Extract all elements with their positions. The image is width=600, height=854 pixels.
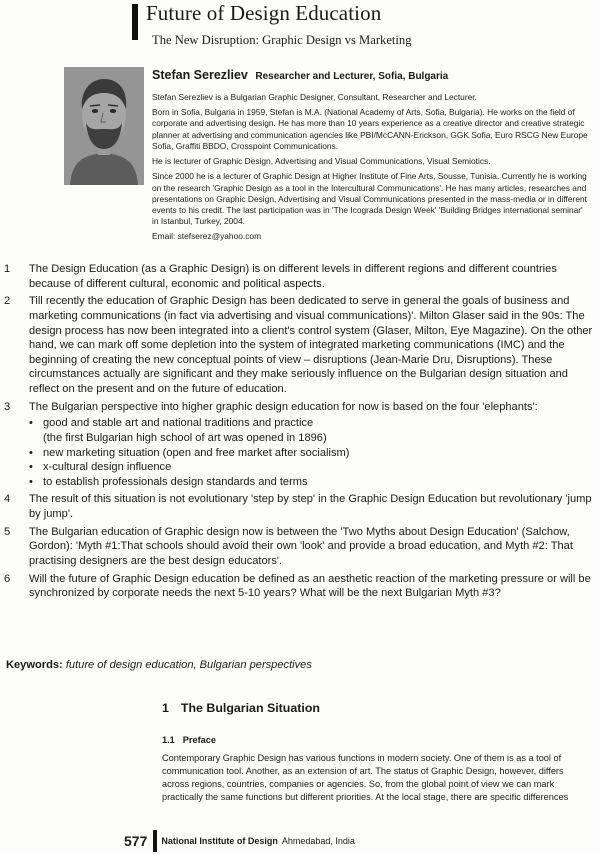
paragraph-number: 5 [4, 525, 11, 538]
paragraph-text: Till recently the education of Graphic Design has been dedicated to serve in general the goals of business and marketing communications (in fact via advertising and visual communications)'. Milton Glaser said in the 90s: The design process has now been integrated into a client's control system (Glaser, Milton, Eye Magazine). On the other hand, we can mark off some depletion into the system of integrated marketing communications (IMC) and the beginning of creating the new conceptual points of view – disruptions (Jean-Marie Dru, Disruptions). These circumstances actually are significant and they make seriously influence on the Bulgarian design situation and reflect on the present and on the future of education. [29, 295, 593, 395]
bio-paragraph: He is lecturer of Graphic Design, Advertising and Visual Communications, Visual Semiotics. [152, 156, 491, 167]
paragraph-text: The Bulgarian perspective into higher graphic design education for now is based on the four 'elephants': [29, 400, 538, 413]
list-item-text: (the first Bulgarian high school of art was opened in 1896) [43, 431, 327, 444]
list-item [29, 446, 594, 461]
bio-paragraph: Since 2000 he is a lecturer of Graphic Design at Higher Institute of Fine Arts, Sousse, Tunisia. Currently he is working on the research 'Graphic Design as a tool in the Intercultural Communications'. He has many articles, researches and presentations on Graphic Design, Advertising and Visual Communications presented in the mass-media or in different events to his credit. The last participation was in 'The Icograda Design Week' 'Building Bridges international seminar' in Istanbul, Turkey, 2004. [152, 171, 587, 226]
list-item-text: good and stable art and national traditions and practice [43, 417, 314, 430]
keywords-label: Keywords: [6, 659, 63, 671]
author-bio [152, 92, 590, 247]
abstract-paragraph [4, 525, 594, 569]
list-item-text: to establish professionals design standards and terms [43, 475, 308, 488]
abstract-paragraph [4, 572, 594, 601]
list-item [29, 416, 594, 431]
list-item-text: x-cultural design influence [43, 461, 172, 474]
abstract-paragraph [4, 400, 594, 490]
bullet-icon: • [29, 417, 33, 430]
subsection-heading [162, 735, 216, 745]
body-text: Contemporary Graphic Design has various functions in modern society. One of them is as a tool of communication tool. Another, as an extension of art. The status of Graphic Design, however, differs across regions, countries, companies or agencies. So, from the global point of view we can mark practically the same functions but different priorities. At the local stage, there are specific differences [162, 753, 569, 802]
page-footer [124, 830, 355, 852]
bullet-icon: • [29, 461, 33, 474]
paragraph-text: Will the future of Graphic Design education be defined as an aesthetic reaction of the marketing pressure or will be synchronized by corporate needs the next 5-10 years? What will be the next Bulgarian Myth #3? [29, 572, 591, 600]
section-title: The Bulgarian Situation [180, 701, 320, 715]
title-bar [132, 4, 138, 40]
paragraph-text: The Bulgarian education of Graphic design now is between the 'Two Myths about Design Education' (Salchow, Gordon): 'Myth #1:That schools should avoid their own 'look' and provide a broad education, and Myth #2: That practising designers are the best design educators'. [29, 525, 573, 568]
page-title: Future of Design Education [146, 1, 382, 25]
bio-paragraph: Born in Sofia, Bulgaria in 1959, Stefan is M.A. (National Academy of Arts, Sofia, Bulgaria). He works on the field of corporate and advertising design. He has more than 10 years experience as a creative director and creative strategic planner at advertising and communication agencies like PBI/McCANN-Erickson, GGK Sofia, Euro RSCG New Europe Sofia, Graffiti BBDO, Crosspoint Communications. [152, 107, 588, 151]
author-photo [64, 67, 144, 185]
list-item-text: new marketing situation (open and free market after socialism) [43, 446, 350, 459]
footer-bar [153, 830, 157, 852]
paragraph-number: 4 [4, 493, 11, 506]
keywords [6, 659, 312, 671]
author-name: Stefan Serezliev [152, 68, 248, 82]
paragraph-text: The Design Education (as a Graphic Design) is on different levels in different regions and different countries because of different cultural, economic and political aspects. [29, 263, 557, 290]
abstract [4, 262, 594, 604]
paragraph-number: 3 [4, 400, 11, 413]
bio-paragraph: Stefan Serezliev is a Bulgarian Graphic Designer, Consultant, Researcher and Lecturer. [152, 92, 477, 102]
author-line [152, 68, 448, 82]
bio-email: Email: stefserez@yahoo.com [152, 231, 262, 242]
abstract-paragraph [4, 294, 594, 396]
footer-institution: National Institute of Design [161, 836, 278, 846]
page-subtitle: The New Disruption: Graphic Design vs Marketing [152, 33, 412, 47]
bullet-icon: • [29, 475, 33, 488]
paragraph-content [29, 400, 594, 490]
subsection-title: Preface [182, 735, 216, 745]
paragraph-number: 1 [4, 263, 11, 275]
subsection-number: 1.1 [162, 735, 175, 745]
abstract-paragraph [4, 262, 594, 291]
list-item [29, 460, 594, 475]
keywords-value: future of design education, Bulgarian perspectives [65, 659, 312, 671]
section-heading [162, 701, 320, 715]
bullet-icon: • [29, 446, 33, 459]
page-number: 577 [124, 833, 148, 849]
paragraph-number: 6 [4, 572, 11, 585]
footer-city: Ahmedabad, India [281, 836, 355, 846]
section-number: 1 [162, 701, 169, 715]
list-item [29, 475, 594, 490]
abstract-paragraph [4, 492, 594, 521]
elephants-list [29, 416, 594, 489]
paragraph-text: The result of this situation is not evolutionary 'step by step' in the Graphic Design Education but revolutionary 'jump by jump'. [29, 493, 592, 521]
author-affiliation: Researcher and Lecturer, Sofia, Bulgaria [255, 71, 449, 82]
paragraph-number: 2 [4, 295, 11, 308]
list-item-continuation [29, 431, 594, 446]
